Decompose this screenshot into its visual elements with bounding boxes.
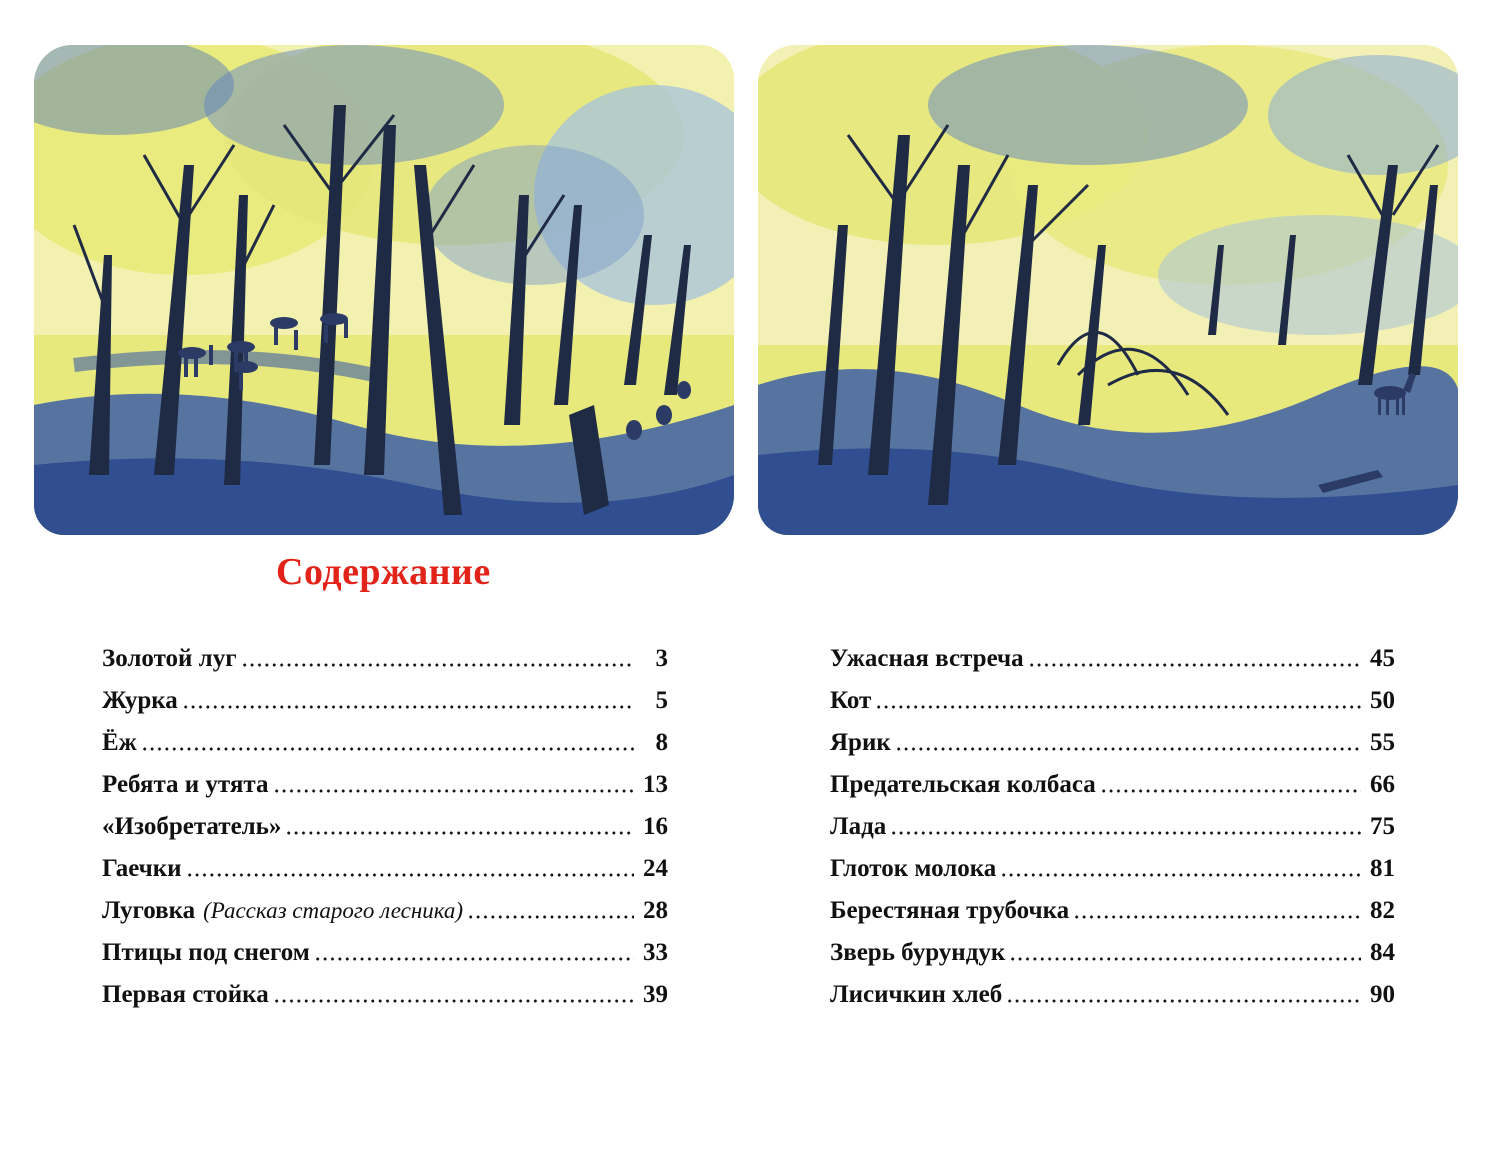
toc-entry-page-number: 66 — [1370, 771, 1395, 798]
toc-entry-title: Лада — [830, 813, 887, 840]
toc-entry — [102, 974, 668, 1016]
toc-entry-title: Лисичкин хлеб — [830, 981, 1003, 1008]
toc-entry-title: «Изобретатель» — [102, 813, 282, 840]
toc-entry-title: Гаечки — [102, 855, 182, 882]
toc-entry-leader-dots — [273, 789, 635, 793]
forest-illustration-right-drawing — [758, 45, 1458, 535]
toc-entry-page-number: 39 — [643, 981, 668, 1008]
toc-entry-page-number: 33 — [643, 939, 668, 966]
toc-entry-title: Глоток молока — [830, 855, 997, 882]
toc-entry — [102, 848, 668, 890]
toc-entry-leader-dots — [467, 915, 634, 919]
toc-entry-title: Журка — [102, 687, 178, 714]
toc-entry-title: Луговка — [102, 897, 196, 924]
toc-entry — [102, 890, 668, 932]
toc-entry-leader-dots — [1028, 663, 1361, 667]
toc-entry-leader-dots — [182, 705, 634, 709]
toc-entry-title: Ёж — [102, 729, 137, 756]
toc-entry — [830, 890, 1395, 932]
toc-entry — [830, 848, 1395, 890]
toc-entry-page-number: 55 — [1370, 729, 1395, 756]
toc-entry-leader-dots — [890, 831, 1361, 835]
toc-entry — [830, 722, 1395, 764]
toc-entry-page-number: 8 — [655, 729, 668, 756]
toc-entry-title: Ужасная встреча — [830, 645, 1024, 672]
toc-entry-leader-dots — [273, 999, 634, 1003]
toc-entry-leader-dots — [186, 873, 634, 877]
toc-entry — [102, 722, 668, 764]
toc-entry-subtitle: (Рассказ старого лесника) — [203, 898, 464, 923]
toc-entry-page-number: 16 — [643, 813, 668, 840]
toc-entry-page-number: 28 — [643, 897, 668, 924]
forest-illustration-right — [758, 45, 1458, 535]
toc-entry — [830, 806, 1395, 848]
toc-entry — [830, 680, 1395, 722]
toc-entry-leader-dots — [141, 747, 634, 751]
toc-entry-title: Золотой луг — [102, 645, 237, 672]
toc-column-right — [830, 638, 1395, 1016]
toc-entry — [102, 806, 668, 848]
forest-illustration-left-drawing — [34, 45, 734, 535]
toc-entry-page-number: 50 — [1370, 687, 1395, 714]
toc-entry-page-number: 13 — [643, 771, 668, 798]
toc-entry — [102, 932, 668, 974]
toc-entry-leader-dots — [241, 663, 634, 667]
toc-entry-page-number: 3 — [655, 645, 668, 672]
toc-entry-title: Берестяная трубочка — [830, 897, 1070, 924]
toc-entry-leader-dots — [314, 957, 634, 961]
toc-entry-leader-dots — [1006, 999, 1361, 1003]
toc-entry-page-number: 24 — [643, 855, 668, 882]
toc-entry-title: Кот — [830, 687, 872, 714]
toc-entry-title: Предательская колбаса — [830, 771, 1096, 798]
toc-column-left — [102, 638, 668, 1016]
toc-entry-page-number: 84 — [1370, 939, 1395, 966]
toc-entry-title: Птицы под снегом — [102, 939, 310, 966]
toc-entry-leader-dots — [1100, 789, 1361, 793]
toc-entry-page-number: 82 — [1370, 897, 1395, 924]
toc-entry-page-number: 45 — [1370, 645, 1395, 672]
toc-entry-title: Первая стойка — [102, 981, 269, 1008]
toc-entry — [830, 932, 1395, 974]
toc-entry-page-number: 81 — [1370, 855, 1395, 882]
toc-entry-page-number: 5 — [655, 687, 668, 714]
toc-entry — [830, 638, 1395, 680]
toc-entry — [830, 764, 1395, 806]
toc-entry-title: Ребята и утята — [102, 771, 269, 798]
toc-entry-leader-dots — [1009, 957, 1361, 961]
toc-entry-title: Ярик — [830, 729, 891, 756]
toc-heading: Содержание — [276, 551, 491, 593]
toc-entry-leader-dots — [895, 747, 1361, 751]
forest-illustration-left — [34, 45, 734, 535]
toc-entry-leader-dots — [285, 831, 634, 835]
toc-entry — [102, 680, 668, 722]
toc-entry-page-number: 75 — [1370, 813, 1395, 840]
toc-entry — [102, 764, 668, 806]
toc-entry — [830, 974, 1395, 1016]
toc-entry-leader-dots — [875, 705, 1361, 709]
toc-entry-leader-dots — [1000, 873, 1361, 877]
toc-entry-leader-dots — [1073, 915, 1361, 919]
toc-entry-page-number: 90 — [1370, 981, 1395, 1008]
toc-entry — [102, 638, 668, 680]
toc-entry-title: Зверь бурундук — [830, 939, 1006, 966]
